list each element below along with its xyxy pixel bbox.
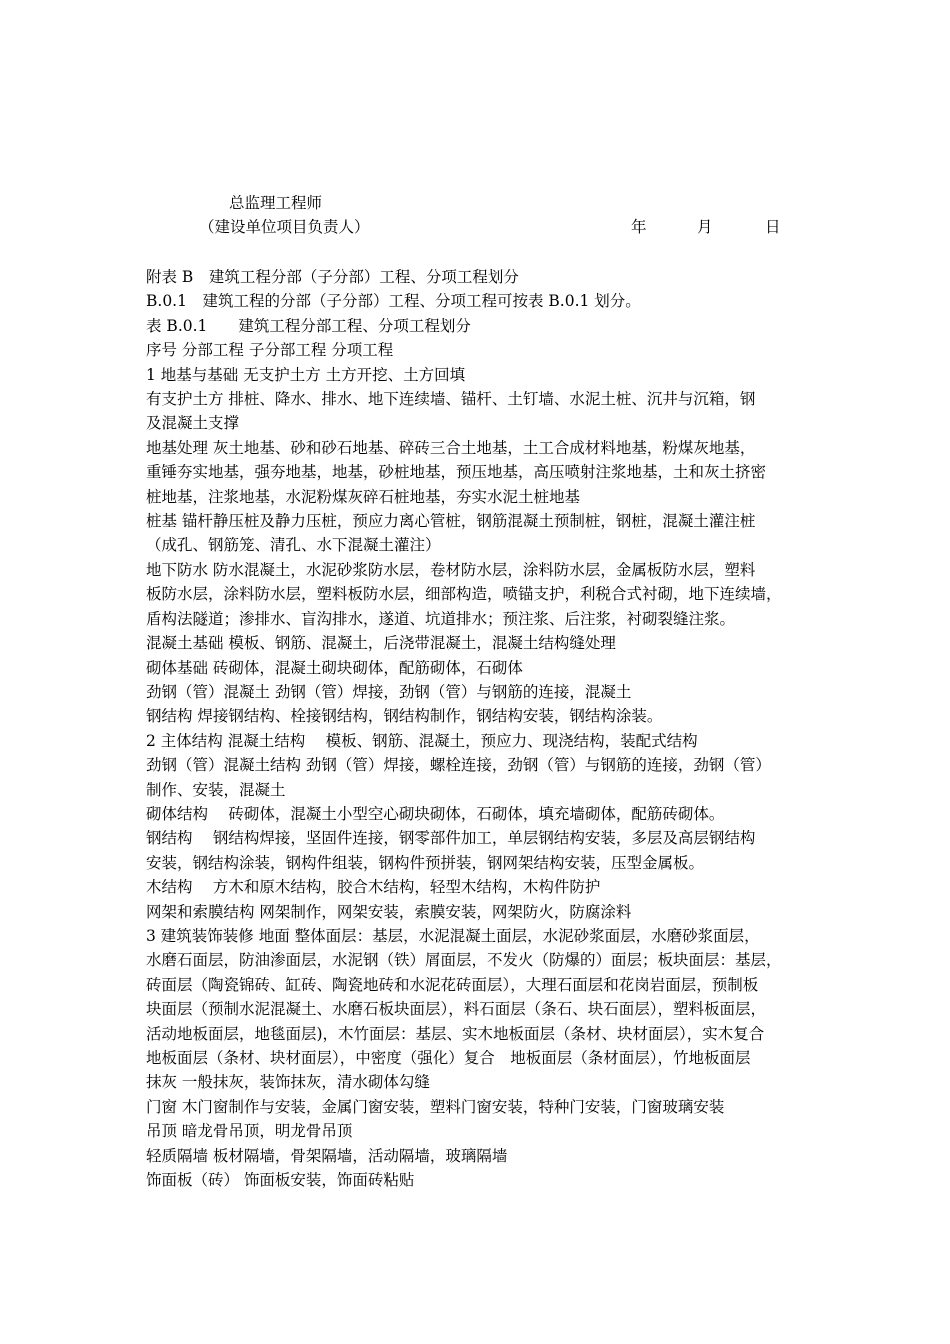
text-line: 劲钢（管）混凝土 劲钢（管）焊接，劲钢（管）与钢筋的连接，混凝土 <box>146 682 632 701</box>
text-line: 1 地基与基础 无支护土方 土方开挖、土方回填 <box>146 365 466 384</box>
text-line: 块面层（预制水泥混凝土、水磨石板块面层），料石面层（条石、块石面层），塑料板面层， <box>146 1000 767 1019</box>
date-year-label: 年 <box>631 218 647 236</box>
text-line: 3 建筑装饰装修 地面 整体面层：基层，水泥混凝土面层，水泥砂浆面层，水磨砂浆面层， <box>146 926 760 945</box>
text-line: 钢结构 焊接钢结构、栓接钢结构，钢结构制作，钢结构安装，钢结构涂装。 <box>146 707 663 726</box>
text-line: 吊顶 暗龙骨吊顶，明龙骨吊顶 <box>146 1122 353 1141</box>
text-line: 饰面板（砖） 饰面板安装，饰面砖粘贴 <box>146 1171 415 1190</box>
text-line: 抹灰 一般抹灰，装饰抹灰，清水砌体勾缝 <box>146 1073 430 1092</box>
text-line: 重锤夯实地基，强夯地基，地基，砂桩地基，预压地基，高压喷射注浆地基，土和灰土挤密 <box>146 463 767 482</box>
signature-title: 总监理工程师 <box>229 194 323 212</box>
text-line: 有支护土方 排桩、降水、排水、地下连续墙、锚杆、土钉墙、水泥土桩、沉井与沉箱，钢 <box>146 390 756 409</box>
table-header-row: 序号 分部工程 子分部工程 分项工程 <box>146 341 394 360</box>
text-line: 2 主体结构 混凝土结构 模板、钢筋、混凝土，预应力、现浇结构，装配式结构 <box>146 731 698 750</box>
text-line: 劲钢（管）混凝土结构 劲钢（管）焊接，螺栓连接，劲钢（管）与钢筋的连接，劲钢（管） <box>146 756 771 775</box>
text-line: 钢结构 钢结构焊接，坚固件连接，钢零部件加工，单层钢结构安装，多层及高层钢结构 <box>146 829 756 848</box>
text-line: 砖面层（陶瓷锦砖、缸砖、陶瓷地砖和水泥花砖面层），大理石面层和花岗岩面层，预制板 <box>146 975 759 994</box>
text-line: 地板面层（条材、块材面层），中密度（强化）复合 地板面层（条材面层），竹地板面层 <box>146 1049 751 1067</box>
text-line: 门窗 木门窗制作与安装，金属门窗安装，塑料门窗安装，特种门安装，门窗玻璃安装 <box>146 1097 725 1116</box>
text-line: 桩地基，注浆地基，水泥粉煤灰碎石桩地基，夯实水泥土桩地基 <box>146 487 581 506</box>
text-line: 轻质隔墙 板材隔墙，骨架隔墙，活动隔墙，玻璃隔墙 <box>146 1146 508 1165</box>
date-month-label: 月 <box>697 218 713 236</box>
text-line: 安装，钢结构涂装，钢构件组装，钢构件预拼装，钢网架结构安装，压型金属板。 <box>146 853 705 872</box>
text-line: 制作、安装，混凝土 <box>146 780 286 799</box>
text-line: 混凝土基础 模板、钢筋、混凝土，后浇带混凝土，混凝土结构缝处理 <box>146 634 616 653</box>
text-line: 及混凝土支撑 <box>146 414 240 433</box>
text-line: （成孔、钢筋笼、清孔、水下混凝土灌注） <box>146 536 441 555</box>
signature-unit: （建设单位项目负责人） <box>199 218 370 236</box>
document-body <box>146 265 811 1192</box>
text-line: 板防水层，涂料防水层，塑料板防水层，细部构造，喷锚支护，利税合式衬砌，地下连续墙， <box>146 585 782 604</box>
text-line: 木结构 方木和原木结构，胶合木结构，轻型木结构，木构件防护 <box>146 878 601 897</box>
text-line: 活动地板面层，地毯面层)，木竹面层：基层、实木地板面层（条材、块材面层），实木复合 <box>146 1024 765 1043</box>
text-line: 砌体结构 砖砌体，混凝土小型空心砌块砌体，石砌体，填充墙砌体，配筋砖砌体。 <box>146 804 725 823</box>
text-line: 水磨石面层，防油渗面层，水泥钢（铁）屑面层，不发火（防爆的）面层；板块面层：基层， <box>146 951 782 970</box>
appendix-heading: 附表 B 建筑工程分部（子分部）工程、分项工程划分 <box>146 268 519 286</box>
text-line: 地基处理 灰土地基、砂和砂石地基、碎砖三合土地基，土工合成材料地基，粉煤灰地基， <box>146 438 756 457</box>
table-caption: 表 B.0.1 建筑工程分部工程、分项工程划分 <box>146 316 471 335</box>
date-day-label: 日 <box>765 218 781 236</box>
clause-b01: B.0.1 建筑工程的分部（子分部）工程、分项工程可按表 B.0.1 划分。 <box>146 292 641 311</box>
text-line: 盾构法隧道；渗排水、盲沟排水，遂道、坑道排水；预注浆、后注浆，衬砌裂缝注浆。 <box>146 609 736 628</box>
text-line: 网架和索膜结构 网架制作，网架安装，索膜安装，网架防火，防腐涂料 <box>146 902 632 921</box>
text-line: 砌体基础 砖砌体，混凝土砌块砌体，配筋砌体，石砌体 <box>146 658 523 677</box>
text-line: 桩基 锚杆静压桩及静力压桩，预应力离心管桩，钢筋混凝土预制桩，钢桩，混凝土灌注桩 <box>146 512 756 531</box>
text-line: 地下防水 防水混凝土，水泥砂浆防水层，卷材防水层，涂料防水层，金属板防水层，塑料 <box>146 560 756 579</box>
